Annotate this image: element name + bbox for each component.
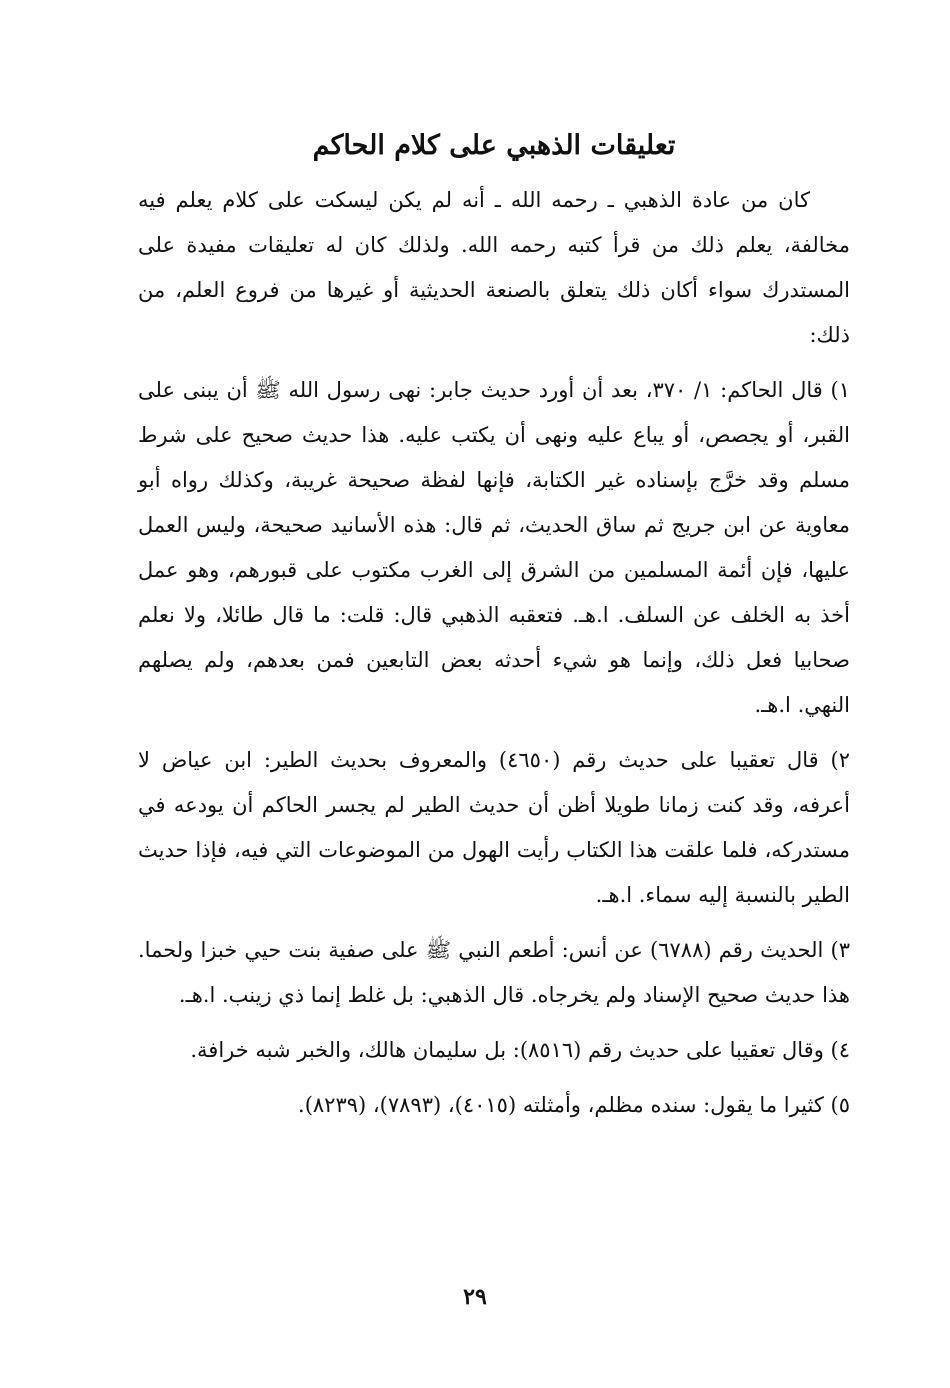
intro-paragraph: كان من عادة الذهبي ـ رحمه الله ـ أنه لم يكن ليسكت على كلام يعلم فيه مخالفة، يعلم ذلك من قرأ كتبه رحمه الله. ولذلك كان له تعليقات مفيدة على المستدرك سواء أكان ذلك يتعلق بالصنعة الحديثية أو غيرها من فروع العلم، من ذلك:	[138, 188, 850, 347]
page-title: تعليقات الذهبي على كلام الحاكم	[312, 130, 676, 161]
page-content	[138, 120, 850, 1138]
page-number: ٢٩	[463, 1284, 487, 1310]
list-item-2: ٢) قال تعقيبا على حديث رقم (٤٦٥٠) والمعروف بحديث الطير: ابن عياض لا أعرفه، وقد كنت زمانا طويلا أظن أن حديث الطير لم يجسر الحاكم أن يودعه في مستدركه، فلما علقت هذا الكتاب رأيت الهول من الموضوعات التي فيه، فإذا حديث الطير بالنسبة إليه سماء. ا.هـ.	[138, 748, 851, 907]
list-item-3: ٣) الحديث رقم (٦٧٨٨) عن أنس: أطعم النبي ﷺ على صفية بنت حيي خبزا ولحما. هذا حديث صحيح الإسناد ولم يخرجاه. قال الذهبي: بل غلط إنما ذي زينب. ا.هـ.	[138, 938, 850, 1007]
list-item-1: ١) قال الحاكم: ١/ ٣٧٠، بعد أن أورد حديث جابر: نهى رسول الله ﷺ أن يبنى على القبر، أو يجصص، أو يباع عليه ونهى أن يكتب عليه. هذا حديث صحيح على شرط مسلم وقد خرَّج بإسناده غير الكتابة، فإنها لفظة صحيحة غريبة، وكذلك رواه أبو معاوية عن ابن جريج ثم ساق الحديث، ثم قال: هذه الأسانيد صحيحة، وليس العمل عليها، فإن أئمة المسلمين من الشرق إلى الغرب مكتوب على قبورهم، وهو عمل أخذ به الخلف عن السلف. ا.هـ. فتعقبه الذهبي قال: قلت: ما قال طائلا، ولا نعلم صحابيا فعل ذلك، وإنما هو شيء أحدثه بعض التابعين فمن بعدهم، ولم يصلهم النهي. ا.هـ.	[138, 378, 850, 717]
list-item-4: ٤) وقال تعقيبا على حديث رقم (٨٥١٦): بل سليمان هالك، والخبر شبه خرافة.	[190, 1038, 850, 1062]
list-item-5: ٥) كثيرا ما يقول: سنده مظلم، وأمثلته (٤٠١٥)، (٧٨٩٣)، (٨٢٣٩).	[298, 1093, 850, 1117]
